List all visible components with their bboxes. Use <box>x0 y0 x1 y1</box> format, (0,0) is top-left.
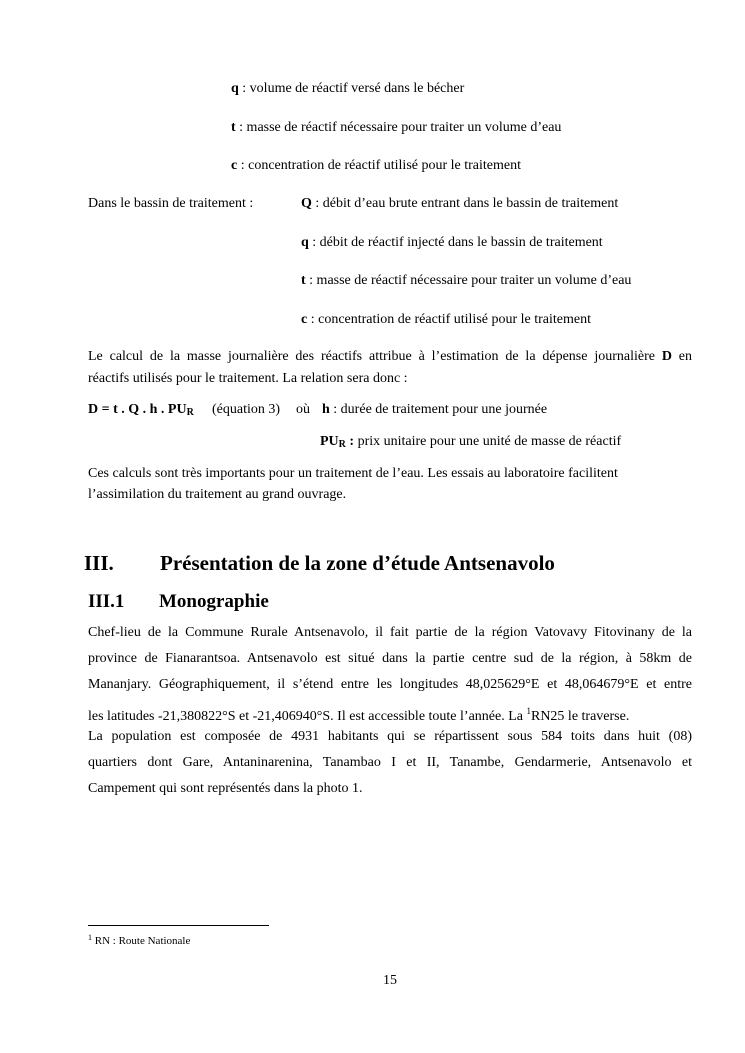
subsection-number: III.1 <box>88 591 125 612</box>
monographie-line5: La population est composée de 4931 habitants qui se répartissent sous 584 toits dans huit (08) <box>88 729 692 744</box>
section-title: Présentation de la zone d’étude Antsenavolo <box>160 551 555 575</box>
def-becher-c: c : concentration de réactif utilisé pour le traitement <box>231 158 521 173</box>
def-becher-t: t : masse de réactif nécessaire pour traiter un volume d’eau <box>231 120 562 135</box>
equation-label: (équation 3) <box>212 402 281 417</box>
monographie-line2: province de Fianarantsoa. Antsenavolo est situé dans la partie centre sud de la région, à 58km de <box>88 651 692 666</box>
equation-ou: où <box>296 402 310 417</box>
def-bassin-t: t : masse de réactif nécessaire pour traiter un volume d’eau <box>301 273 632 288</box>
def-becher-q: q : volume de réactif versé dans le bécher <box>231 81 465 96</box>
def-bassin-c: c : concentration de réactif utilisé pour le traitement <box>301 312 591 327</box>
calc-paragraph-line2: réactifs utilisés pour le traitement. La relation sera donc : <box>88 371 408 386</box>
monographie-line7: Campement qui sont représentés dans la photo 1. <box>88 781 363 796</box>
def-bassin-q: q : débit de réactif injecté dans le bassin de traitement <box>301 235 603 250</box>
monographie-line3: Mananjary. Géographiquement, il s’étend entre les longitudes 48,025629°E et 48,064679°E et entre <box>88 677 692 692</box>
equation-pu-definition: $PU_R$ : prix unitaire pour une unité de masse de réactif <box>320 434 622 450</box>
monographie-line4: les latitudes -21,380822°S et -21,406940°S. Il est accessible toute l’année. La $^1$RN25 le traverse. <box>88 706 630 724</box>
def-bassin-Q: Q : débit d’eau brute entrant dans le bassin de traitement <box>301 196 619 211</box>
monographie-line1: Chef-lieu de la Commune Rurale Antsenavolo, il fait partie de la région Vatovavy Fitovinany de la <box>88 625 692 640</box>
monographie-line6: quartiers dont Gare, Antaninarenina, Tanambao I et II, Tanambe, Gendarmerie, Antsenavolo et <box>88 755 692 770</box>
essais-paragraph-line2: l’assimilation du traitement au grand ouvrage. <box>88 487 347 502</box>
page-number: 15 <box>383 973 397 988</box>
footnote-ref: 1 <box>526 706 531 716</box>
essais-paragraph-line1: Ces calculs sont très importants pour un traitement de l’eau. Les essais au laboratoire facilitent <box>88 466 618 481</box>
footnote-divider <box>88 925 269 926</box>
section-number: III. <box>84 551 114 575</box>
subsection-title: Monographie <box>159 591 269 612</box>
footnote: $^1$ RN : Route Nationale <box>88 933 191 947</box>
equation-h-definition: h : durée de traitement pour une journée <box>322 402 548 417</box>
equation-formula: D = t . Q . h . $PU_R$ <box>88 402 194 418</box>
calc-paragraph-line1: Le calcul de la masse journalière des réactifs attribue à l’estimation de la dépense journalière D en <box>88 349 693 364</box>
bassin-label: Dans le bassin de traitement : <box>88 196 254 211</box>
